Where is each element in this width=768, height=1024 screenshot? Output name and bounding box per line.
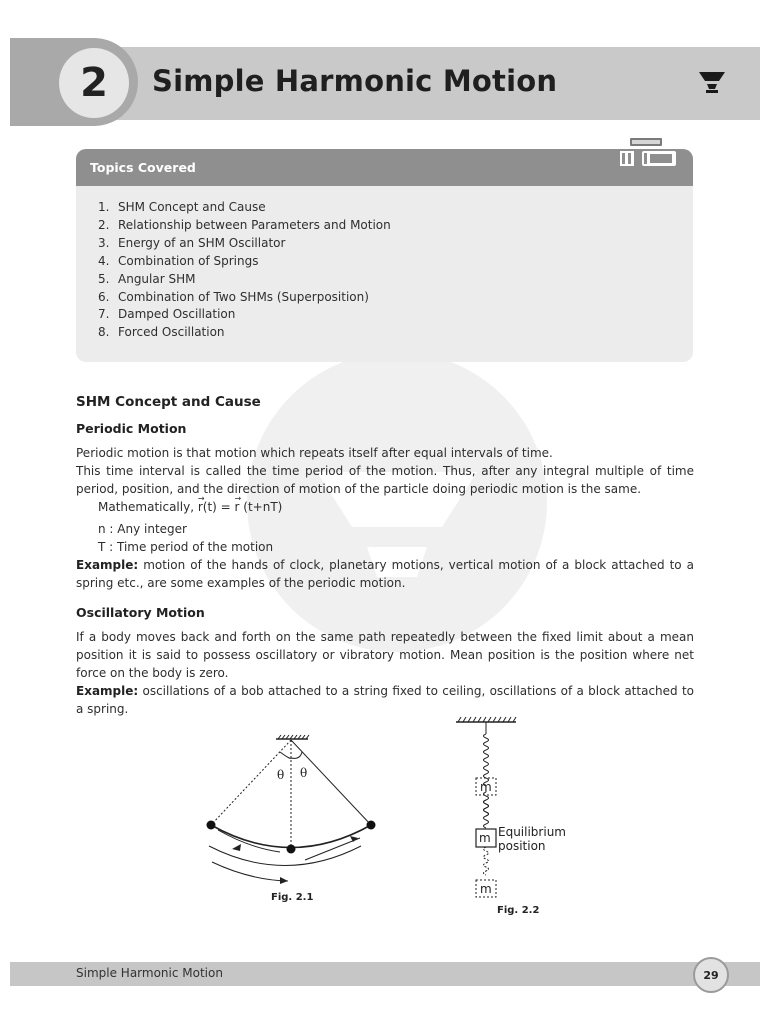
pendulum-figure bbox=[209, 735, 371, 881]
t-definition: T : Time period of the motion bbox=[98, 540, 274, 554]
oscillatory-motion-heading: Oscillatory Motion bbox=[76, 605, 205, 620]
periodic-example: Example: motion of the hands of clock, planetary motions, vertical motion of a block attached to a spring etc., are some examples of the periodic motion. bbox=[76, 558, 694, 590]
chapter-number: 2 bbox=[59, 48, 129, 118]
brand-logo-icon bbox=[698, 70, 726, 96]
topics-heading: Topics Covered bbox=[76, 149, 693, 186]
equilibrium-label-line1: Equilibrium bbox=[498, 825, 566, 839]
chapter-title: Simple Harmonic Motion bbox=[152, 64, 558, 98]
theta-right-label: θ bbox=[300, 766, 308, 780]
fig-2-2-caption: Fig. 2.2 bbox=[497, 905, 540, 916]
page-number: 29 bbox=[693, 957, 729, 993]
periodic-motion-heading: Periodic Motion bbox=[76, 421, 187, 436]
books-icon bbox=[618, 137, 678, 169]
main-content bbox=[76, 393, 694, 718]
arrow-heads bbox=[232, 836, 358, 884]
topic-item: 1. SHM Concept and Cause bbox=[98, 200, 266, 214]
topics-list bbox=[76, 186, 693, 342]
vector-r: → r bbox=[235, 498, 240, 516]
periodic-time-period-text: This time interval is called the time period of the motion. Thus, after any integral multiple of time period, position, and the direction of motion of the particle doing periodic motion is the same. bbox=[76, 464, 694, 496]
pendulum-bobs bbox=[207, 821, 376, 854]
spring-mass-figure bbox=[456, 717, 516, 897]
topic-item: 3. Energy of an SHM Oscillator bbox=[98, 235, 286, 250]
oscillatory-example: Example: oscillations of a bob attached to a string fixed to ceiling, oscillations of a block attached to a spring. bbox=[76, 684, 694, 716]
equilibrium-label-line2: position bbox=[498, 839, 546, 853]
fig-2-1-caption: Fig. 2.1 bbox=[271, 892, 314, 903]
footer-title: Simple Harmonic Motion bbox=[76, 966, 223, 980]
vector-r: → r bbox=[198, 498, 203, 516]
mass-label-top: m bbox=[480, 780, 492, 794]
topic-item: 2. Relationship between Parameters and Motion bbox=[98, 217, 391, 232]
topic-item: 5. Angular SHM bbox=[98, 271, 196, 286]
topics-covered-box bbox=[76, 149, 693, 362]
periodic-equation: Mathematically, → r(t) = → r (t+nT) bbox=[76, 498, 694, 516]
topic-item: 7. Damped Oscillation bbox=[98, 307, 236, 322]
n-definition: n : Any integer bbox=[98, 522, 187, 536]
section-title: SHM Concept and Cause bbox=[76, 394, 261, 410]
theta-left-label: θ bbox=[277, 768, 285, 782]
mass-label-bottom: m bbox=[480, 882, 492, 896]
oscillatory-definition: If a body moves back and forth on the same path repeatedly between the fixed limit about a mean position it is said to possess oscillatory or vibratory motion. Mean position is the position where net force on the body is zero. bbox=[76, 630, 694, 680]
topic-item: 4. Combination of Springs bbox=[98, 253, 259, 268]
periodic-definition: Periodic motion is that motion which repeats itself after equal intervals of time. bbox=[76, 446, 553, 460]
topic-item: 8. Forced Oscillation bbox=[98, 325, 225, 340]
mass-label-equilibrium: m bbox=[479, 831, 491, 845]
topic-item: 6. Combination of Two SHMs (Superposition) bbox=[98, 289, 369, 304]
